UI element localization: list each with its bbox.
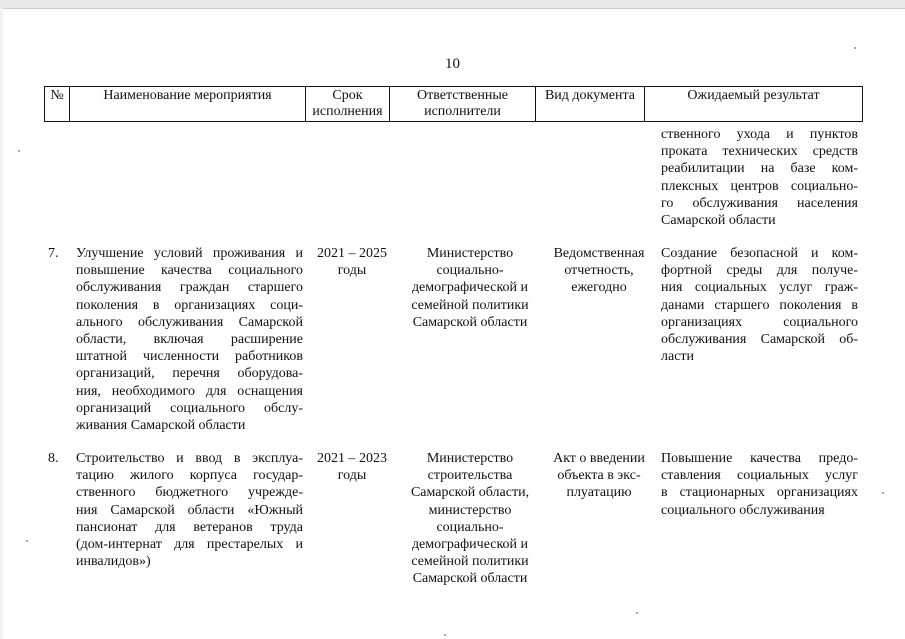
name-line: поколения в организациях соци-	[76, 297, 303, 313]
document-line: Акт о введении	[553, 451, 645, 466]
term	[310, 245, 394, 279]
result-line: Самарской области	[661, 213, 776, 229]
name-line: организаций, перечня оборудова-	[76, 366, 303, 382]
responsible-line: демографической и	[411, 280, 529, 296]
name-line: ния Самарской области «Южный	[76, 502, 303, 518]
scan-speck	[18, 150, 20, 152]
result-line: реабилитации на базе ком-	[661, 161, 858, 177]
document-type	[546, 245, 652, 297]
responsible-line: министерство	[428, 502, 512, 518]
header-result: Ожидаемый результат	[645, 87, 863, 122]
responsible-line: социально-	[436, 519, 504, 535]
result-line: ласти	[661, 349, 695, 365]
header-responsible: Ответственные исполнители	[390, 87, 536, 122]
responsible-line: семейной политики	[411, 297, 529, 313]
name-line: (дом-интернат для престарелых и	[76, 537, 303, 553]
name-line: ния, необходимого для оснащения	[76, 383, 303, 399]
result-line: ственного ухода и пунктов	[661, 127, 858, 142]
header-num: №	[45, 87, 70, 122]
continuation-result	[661, 126, 858, 229]
responsible-line: семейной политики	[411, 554, 529, 570]
result-line: Повышение качества предо-	[661, 451, 858, 466]
result-line: плексных центров социально-	[661, 178, 858, 194]
scan-top-edge	[0, 0, 905, 9]
row-number: 7.	[48, 246, 59, 261]
page-number: 10	[445, 56, 460, 72]
term-line: 2021 – 2025	[317, 246, 387, 261]
header-name: Наименование мероприятия	[70, 87, 306, 122]
result-line: ния социальных услуг граж-	[661, 280, 858, 296]
term-line: годы	[337, 468, 367, 484]
responsible-line: Министерство	[426, 451, 514, 466]
term-line: 2021 – 2023	[317, 451, 387, 466]
result-line: го обслуживания населения	[661, 195, 858, 211]
result-line: социального обслуживания	[661, 502, 825, 518]
name-line: обслуживания граждан старшего	[76, 280, 303, 296]
activity-name	[76, 450, 303, 570]
responsible-line: Самарской области,	[410, 485, 530, 501]
result-line: ставления социальных услуг	[661, 468, 858, 484]
document-type	[546, 450, 652, 502]
document-line: ежегодно	[571, 280, 627, 296]
name-line: ственного бюджетного учрежде-	[76, 485, 303, 501]
term-line: годы	[337, 263, 367, 279]
document-line: Ведомственная	[553, 246, 645, 261]
scan-speck	[26, 540, 28, 542]
header-term: Срок исполнения	[306, 87, 390, 122]
name-line: штатной численности работников	[76, 349, 303, 365]
scan-speck	[882, 492, 884, 494]
responsible	[402, 450, 538, 588]
document-line: объекта в экс-	[557, 468, 641, 484]
activity-name	[76, 245, 303, 434]
result-line: фортной среды для получе-	[661, 263, 858, 279]
responsible-line: Самарской области	[412, 314, 528, 330]
name-line: Строительство и ввод в эксплуа-	[76, 451, 303, 466]
term	[310, 450, 394, 484]
responsible-line: социально-	[436, 263, 504, 279]
expected-result	[661, 450, 858, 519]
document-line: плуатацию	[566, 485, 632, 501]
result-line: Создание безопасной и ком-	[661, 246, 858, 261]
scan-speck	[444, 634, 446, 636]
name-line: организаций социального обслу-	[76, 400, 303, 416]
table-header	[44, 86, 863, 122]
name-line: тацию жилого корпуса государ-	[76, 468, 303, 484]
responsible-line: строительства	[427, 468, 513, 484]
name-line: повышение качества социального	[76, 263, 303, 279]
result-line: в стационарных организациях	[661, 485, 858, 501]
name-line: инвалидов»)	[76, 554, 151, 570]
responsible-line: Министерство	[426, 246, 514, 261]
result-line: данами старшего поколения в	[661, 297, 858, 313]
scan-speck	[854, 47, 856, 49]
name-line: Улучшение условий проживания и	[76, 246, 303, 261]
responsible-line: демографической и	[411, 537, 529, 553]
row-number: 8.	[48, 451, 59, 466]
name-line: области, включая расширение	[76, 332, 303, 348]
scan-left-edge	[0, 8, 3, 639]
document-line: отчетность,	[564, 263, 634, 279]
responsible-line: Самарской области	[412, 571, 528, 587]
name-line: ального обслуживания Самарской	[76, 314, 303, 330]
result-line: проката технических средств	[661, 144, 858, 160]
result-line: обслуживания Самарской об-	[661, 332, 858, 348]
header-row	[45, 87, 863, 122]
name-line: живания Самарской области	[76, 418, 246, 434]
header-document: Вид документа	[536, 87, 645, 122]
result-line: организациях социального	[661, 314, 858, 330]
responsible	[402, 245, 538, 331]
name-line: пансионат для ветеранов труда	[76, 519, 303, 535]
expected-result	[661, 245, 858, 365]
scan-speck	[636, 612, 638, 614]
